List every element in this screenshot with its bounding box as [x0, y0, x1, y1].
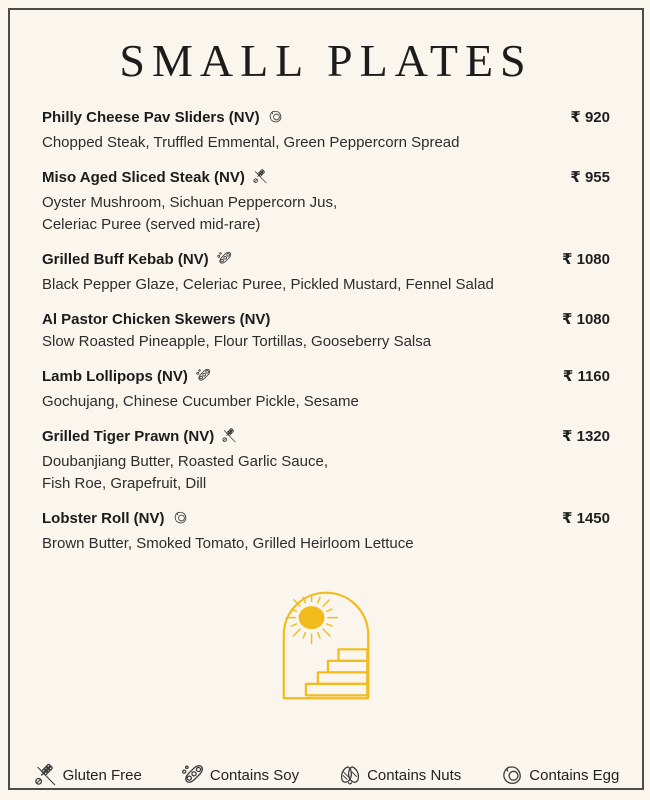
- menu-list: [42, 107, 610, 568]
- item-description: [42, 533, 610, 555]
- legend-item-gluten-free: [33, 762, 142, 788]
- soy-icon: [195, 367, 212, 391]
- soy-icon: [180, 762, 206, 788]
- item-name: Lobster Roll (NV): [42, 510, 165, 527]
- menu-item-header: [42, 167, 610, 192]
- allergen-legend: [10, 762, 642, 788]
- item-price: ₹ 1160: [562, 368, 610, 385]
- item-description: [42, 451, 610, 495]
- item-description: [42, 391, 610, 413]
- menu-item-header: [42, 426, 610, 451]
- item-name: Al Pastor Chicken Skewers (NV): [42, 311, 271, 328]
- menu-item: [42, 366, 610, 413]
- menu-item: [42, 167, 610, 236]
- item-name-group: [42, 167, 269, 192]
- item-price: ₹ 955: [570, 169, 610, 186]
- menu-title: SMALL PLATES: [119, 35, 533, 86]
- item-name: Grilled Buff Kebab (NV): [42, 251, 209, 268]
- item-description-line: Brown Butter, Smoked Tomato, Grilled Heirloom Lettuce: [42, 535, 414, 552]
- item-name-group: [42, 249, 233, 274]
- page-border: [8, 8, 644, 790]
- item-name-group: [42, 107, 284, 132]
- item-price: ₹ 1080: [562, 251, 610, 268]
- egg-icon: [267, 108, 284, 132]
- menu-item-header: [42, 309, 610, 331]
- menu-item: [42, 508, 610, 555]
- legend-item-egg: [499, 762, 619, 788]
- item-name: Miso Aged Sliced Steak (NV): [42, 169, 245, 186]
- item-name-group: [42, 366, 212, 391]
- item-price: ₹ 1450: [562, 510, 610, 527]
- item-description: [42, 331, 610, 353]
- item-name: Grilled Tiger Prawn (NV): [42, 428, 215, 445]
- legend-item-nuts: [337, 762, 461, 788]
- menu-item-header: [42, 508, 610, 533]
- item-description-line: Fish Roe, Grapefruit, Dill: [42, 475, 207, 492]
- menu-item: [42, 249, 610, 296]
- menu-item: [42, 426, 610, 495]
- gluten-free-icon: [33, 762, 59, 788]
- item-name-group: [42, 508, 189, 533]
- item-price: ₹ 1080: [562, 311, 610, 328]
- item-description: [42, 274, 610, 296]
- item-name: Lamb Lollipops (NV): [42, 368, 188, 385]
- item-description-line: Celeriac Puree (served mid-rare): [42, 216, 261, 233]
- nuts-icon: [337, 762, 363, 788]
- menu-item: [42, 309, 610, 353]
- legend-label: Contains Soy: [209, 766, 300, 784]
- item-description-line: Gochujang, Chinese Cucumber Pickle, Sesame: [42, 393, 359, 410]
- item-description-line: Doubanjiang Butter, Roasted Garlic Sauce,: [42, 453, 329, 470]
- item-description-line: Oyster Mushroom, Sichuan Peppercorn Jus,: [42, 194, 338, 211]
- egg-icon: [499, 762, 525, 788]
- legend-label: Contains Egg: [529, 766, 620, 784]
- item-name-group: [42, 309, 270, 331]
- legend-label: Gluten Free: [62, 766, 142, 784]
- menu-item: [42, 107, 610, 154]
- legend-label: Contains Nuts: [367, 766, 462, 784]
- egg-icon: [172, 509, 189, 533]
- gluten-free-icon: [221, 427, 238, 451]
- gluten-free-icon: [252, 168, 269, 192]
- item-description: [42, 132, 610, 154]
- item-description-line: Chopped Steak, Truffled Emmental, Green Peppercorn Spread: [42, 134, 460, 151]
- item-description-line: Slow Roasted Pineapple, Flour Tortillas, Gooseberry Salsa: [42, 333, 432, 350]
- menu-item-header: [42, 249, 610, 274]
- item-description-line: Black Pepper Glaze, Celeriac Puree, Pickled Mustard, Fennel Salad: [42, 276, 494, 293]
- menu-item-header: [42, 366, 610, 391]
- arch-sun-stairs-logo: [10, 585, 642, 704]
- item-description: [42, 192, 610, 236]
- legend-item-soy: [180, 762, 299, 788]
- item-price: ₹ 1320: [562, 428, 610, 445]
- item-price: ₹ 920: [570, 109, 610, 126]
- item-name: Philly Cheese Pav Sliders (NV): [42, 109, 260, 126]
- item-name-group: [42, 426, 238, 451]
- menu-item-header: [42, 107, 610, 132]
- soy-icon: [216, 250, 233, 274]
